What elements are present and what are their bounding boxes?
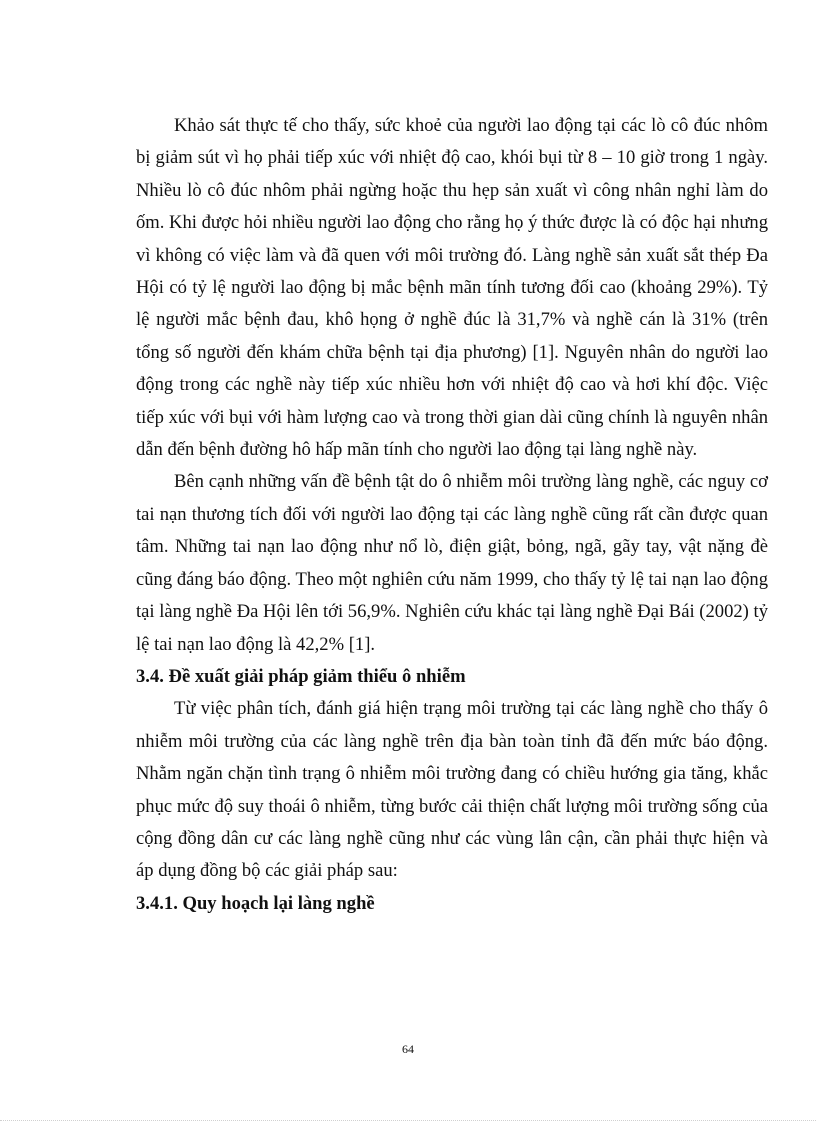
paragraph-solutions-intro: Từ việc phân tích, đánh giá hiện trạng môi trường tại các làng nghề cho thấy ô nhiễm môi trường của các làng nghề trên địa bàn toàn tỉnh đã đến mức báo động. Nhằm ngăn chặn tình trạng ô nhiễm môi trường đang có chiều hướng gia tăng, khắc phục mức độ suy thoái ô nhiễm, từng bước cải thiện chất lượng môi trường sống của cộng đồng dân cư các làng nghề cũng như các vùng lân cận, cần phải thực hiện và áp dụng đồng bộ các giải pháp sau: bbox=[136, 698, 768, 882]
paragraph-worker-health: Khảo sát thực tế cho thấy, sức khoẻ của người lao động tại các lò cô đúc nhôm bị giảm sút vì họ phải tiếp xúc với nhiệt độ cao, khói bụi từ 8 – 10 giờ trong 1 ngày. Nhiều lò cô đúc nhôm phải ngừng hoặc thu hẹp sản xuất vì công nhân nghỉ làm do ốm. Khi được hỏi nhiều người lao động cho rằng họ ý thức được là có độc hại nhưng vì không có việc làm và đã quen với môi trường đó. Làng nghề sản xuất sắt thép Đa Hội có tỷ lệ người lao động bị mắc bệnh mãn tính tương đối cao (khoảng 29%). Tỷ lệ người mắc bệnh đau, khô họng ở nghề đúc là 31,7% và nghề cán là 31% (trên tổng số người đến khám chữa bệnh tại địa phương) [1]. Nguyên nhân do người lao động trong các nghề này tiếp xúc nhiều hơn với nhiệt độ cao và hơi khí độc. Việc tiếp xúc với bụi với hàm lượng cao và trong thời gian dài cũng chính là nguyên nhân dẫn đến bệnh đường hô hấp mãn tính cho người lao động tại làng nghề này. bbox=[136, 115, 768, 461]
bottom-dotted-divider bbox=[0, 1120, 816, 1121]
paragraph-accident-risk: Bên cạnh những vấn đề bệnh tật do ô nhiễm môi trường làng nghề, các nguy cơ tai nạn thương tích đối với người lao động tại các làng nghề cũng rất cần được quan tâm. Những tai nạn lao động như nổ lò, điện giật, bỏng, ngã, gãy tay, vật nặng đè cũng đáng báo động. Theo một nghiên cứu năm 1999, cho thấy tỷ lệ tai nạn lao động tại làng nghề Đa Hội lên tới 56,9%. Nghiên cứu khác tại làng nghề Đại Bái (2002) tỷ lệ tai nạn lao động là 42,2% [1]. bbox=[136, 471, 768, 655]
subsection-heading-3-4-1: 3.4.1. Quy hoạch lại làng nghề bbox=[136, 892, 375, 914]
page-number: 64 bbox=[402, 1042, 414, 1056]
section-heading-3-4: 3.4. Đề xuất giải pháp giảm thiểu ô nhiễm bbox=[136, 665, 466, 687]
document-body bbox=[136, 110, 768, 920]
